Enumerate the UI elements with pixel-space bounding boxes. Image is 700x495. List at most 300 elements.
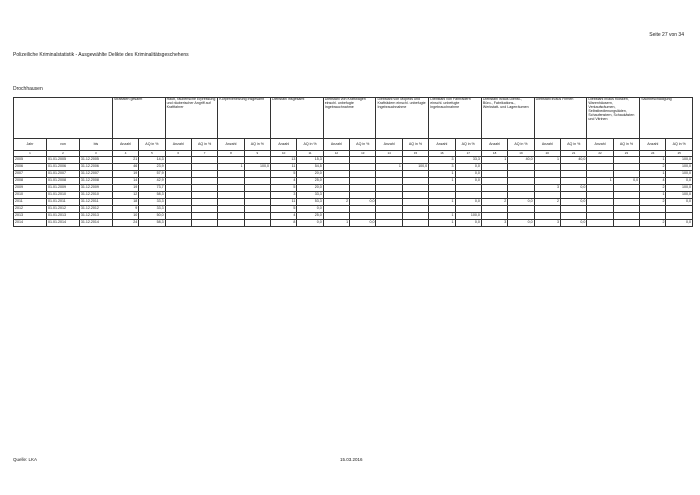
table-row bbox=[14, 199, 693, 206]
table-cell: 0,0 bbox=[455, 199, 481, 206]
row-from: 01.01.2008 bbox=[46, 178, 79, 185]
row-year: 2010 bbox=[14, 192, 47, 199]
table-cell: 12 bbox=[112, 192, 138, 199]
column-header: bis bbox=[79, 139, 112, 151]
table-cell bbox=[613, 213, 639, 220]
table-cell bbox=[587, 206, 613, 213]
row-from: 01.01.2013 bbox=[46, 213, 79, 220]
table-cell: 21 bbox=[112, 157, 138, 164]
column-number: 23 bbox=[613, 151, 639, 157]
row-year: 2009 bbox=[14, 185, 47, 192]
table-cell bbox=[561, 206, 587, 213]
table-cell bbox=[613, 199, 639, 206]
table-cell: 9 bbox=[112, 206, 138, 213]
table-cell: 0,0 bbox=[613, 178, 639, 185]
table-cell bbox=[191, 157, 217, 164]
table-cell bbox=[402, 213, 428, 220]
table-cell: 100,0 bbox=[666, 164, 693, 171]
table-cell: 0,0 bbox=[350, 199, 376, 206]
table-cell: 3 bbox=[534, 220, 560, 227]
table-cell bbox=[508, 213, 534, 220]
table-cell: 11 bbox=[271, 164, 297, 171]
table-cell bbox=[218, 192, 244, 199]
column-header: Anzahl bbox=[323, 139, 349, 151]
table-cell: 73,7 bbox=[139, 185, 165, 192]
table-cell: 0,0 bbox=[455, 171, 481, 178]
table-row bbox=[14, 157, 693, 164]
table-cell bbox=[218, 178, 244, 185]
table-cell: 1 bbox=[429, 213, 455, 220]
table-cell bbox=[218, 199, 244, 206]
table-cell bbox=[376, 213, 402, 220]
table-cell bbox=[561, 164, 587, 171]
table-cell bbox=[350, 157, 376, 164]
row-to: 31.12.2006 bbox=[79, 164, 112, 171]
table-cell bbox=[666, 206, 693, 213]
table-cell bbox=[376, 171, 402, 178]
print-date: 15.03.2016 bbox=[340, 457, 363, 462]
table-cell bbox=[508, 185, 534, 192]
row-year: 2005 bbox=[14, 157, 47, 164]
table-cell: 100,0 bbox=[666, 192, 693, 199]
row-from: 01.01.2014 bbox=[46, 220, 79, 227]
table-cell bbox=[481, 185, 507, 192]
table-cell: 100,0 bbox=[666, 157, 693, 164]
table-cell: 3 bbox=[429, 157, 455, 164]
table-cell bbox=[191, 178, 217, 185]
column-header: Anzahl bbox=[112, 139, 138, 151]
row-from: 01.01.2010 bbox=[46, 192, 79, 199]
group-header: Körperverletzung insgesamt bbox=[218, 98, 271, 139]
table-cell bbox=[508, 206, 534, 213]
table-cell: 57,9 bbox=[139, 171, 165, 178]
table-cell: 1 bbox=[429, 199, 455, 206]
column-header: von bbox=[46, 139, 79, 151]
table-cell: 33,3 bbox=[139, 199, 165, 206]
table-cell: 100,0 bbox=[402, 164, 428, 171]
table-cell bbox=[402, 192, 428, 199]
table-cell: 0,0 bbox=[455, 220, 481, 227]
table-cell bbox=[481, 206, 507, 213]
table-cell bbox=[429, 206, 455, 213]
table-cell: 40,0 bbox=[508, 157, 534, 164]
table-cell: 3 bbox=[534, 185, 560, 192]
table-cell bbox=[191, 192, 217, 199]
column-number: 16 bbox=[429, 151, 455, 157]
table-cell bbox=[508, 171, 534, 178]
table-cell bbox=[218, 185, 244, 192]
table-row bbox=[14, 164, 693, 171]
column-number: 6 bbox=[165, 151, 191, 157]
table-cell bbox=[244, 185, 270, 192]
table-cell bbox=[613, 164, 639, 171]
table-cell bbox=[534, 171, 560, 178]
column-number: 5 bbox=[139, 151, 165, 157]
group-header: Sachbeschädigung bbox=[640, 98, 693, 139]
table-cell: 4 bbox=[271, 178, 297, 185]
row-to: 31.12.2005 bbox=[79, 157, 112, 164]
table-cell: 2 bbox=[481, 199, 507, 206]
group-header: Diebstahl von Fahrrädern einschl. unbefugte Ingebrauchnahme bbox=[429, 98, 482, 139]
column-number: 22 bbox=[587, 151, 613, 157]
table-cell: 4 bbox=[271, 213, 297, 220]
table-cell bbox=[376, 157, 402, 164]
column-number: 10 bbox=[271, 151, 297, 157]
column-header: AQ in % bbox=[191, 139, 217, 151]
column-header: AQ in % bbox=[139, 139, 165, 151]
column-header: Anzahl bbox=[429, 139, 455, 151]
table-cell bbox=[481, 178, 507, 185]
table-cell bbox=[323, 164, 349, 171]
column-number: 24 bbox=[640, 151, 666, 157]
column-number: 21 bbox=[561, 151, 587, 157]
column-header: AQ in % bbox=[402, 139, 428, 151]
table-cell bbox=[323, 206, 349, 213]
table-cell bbox=[376, 220, 402, 227]
table-cell bbox=[244, 171, 270, 178]
group-header: Diebstahl von Kraftwagen einschl. unbefugte Ingebrauchnahme bbox=[323, 98, 376, 139]
table-cell: 46 bbox=[112, 164, 138, 171]
table-cell bbox=[534, 164, 560, 171]
table-cell bbox=[429, 192, 455, 199]
table-cell bbox=[191, 171, 217, 178]
page-number: Seite 27 von 34 bbox=[649, 32, 684, 38]
column-header: AQ in % bbox=[244, 139, 270, 151]
table-cell: 1 bbox=[640, 192, 666, 199]
table-cell bbox=[191, 185, 217, 192]
table-cell: 0,0 bbox=[561, 199, 587, 206]
table-cell: 13 bbox=[271, 157, 297, 164]
column-number: 4 bbox=[112, 151, 138, 157]
row-year: 2013 bbox=[14, 213, 47, 220]
table-cell: 1 bbox=[534, 157, 560, 164]
table-cell bbox=[613, 157, 639, 164]
table-cell bbox=[218, 220, 244, 227]
row-from: 01.01.2007 bbox=[46, 171, 79, 178]
table-cell: 0,0 bbox=[455, 164, 481, 171]
table-cell bbox=[323, 192, 349, 199]
column-header: AQ in % bbox=[350, 139, 376, 151]
group-header: Diebstahl in/aus Firmen bbox=[534, 98, 587, 139]
table-cell: 0,0 bbox=[508, 220, 534, 227]
table-cell: 14,3 bbox=[139, 157, 165, 164]
table-cell bbox=[376, 178, 402, 185]
table-cell bbox=[165, 199, 191, 206]
table-cell bbox=[561, 213, 587, 220]
table-cell bbox=[323, 213, 349, 220]
table-row bbox=[14, 171, 693, 178]
table-cell: 1 bbox=[429, 171, 455, 178]
table-cell bbox=[640, 213, 666, 220]
table-cell: 23,9 bbox=[139, 164, 165, 171]
column-number: 18 bbox=[481, 151, 507, 157]
table-cell: 1 bbox=[640, 171, 666, 178]
table-cell: 0,0 bbox=[297, 220, 323, 227]
table-cell bbox=[455, 192, 481, 199]
table-cell: 5 bbox=[271, 171, 297, 178]
column-header: Anzahl bbox=[376, 139, 402, 151]
table-cell bbox=[402, 206, 428, 213]
table-cell bbox=[191, 206, 217, 213]
table-cell bbox=[481, 213, 507, 220]
table-cell bbox=[613, 185, 639, 192]
table-cell bbox=[561, 171, 587, 178]
table-cell: 2 bbox=[640, 185, 666, 192]
column-header: Anzahl bbox=[640, 139, 666, 151]
row-to: 31.12.2014 bbox=[79, 220, 112, 227]
table-cell: 58,3 bbox=[139, 220, 165, 227]
row-to: 31.12.2010 bbox=[79, 192, 112, 199]
table-cell bbox=[244, 192, 270, 199]
group-header: Straftaten gesamt bbox=[112, 98, 165, 139]
table-cell: 42,9 bbox=[139, 178, 165, 185]
table-cell bbox=[165, 213, 191, 220]
table-cell bbox=[191, 220, 217, 227]
table-cell: 0,0 bbox=[561, 220, 587, 227]
row-year: 2012 bbox=[14, 206, 47, 213]
table-cell bbox=[640, 206, 666, 213]
table-cell bbox=[191, 213, 217, 220]
table-cell bbox=[165, 178, 191, 185]
table-cell: 2 bbox=[323, 199, 349, 206]
table-cell bbox=[165, 157, 191, 164]
row-from: 01.01.2009 bbox=[46, 185, 79, 192]
table-row bbox=[14, 220, 693, 227]
table-cell: 24 bbox=[112, 220, 138, 227]
municipality-name: Drochhausen bbox=[13, 86, 43, 92]
table-row bbox=[14, 178, 693, 185]
table-cell bbox=[218, 171, 244, 178]
row-year: 2011 bbox=[14, 199, 47, 206]
row-to: 31.12.2007 bbox=[79, 171, 112, 178]
table-cell bbox=[165, 164, 191, 171]
column-header: Jahr bbox=[14, 139, 47, 151]
row-to: 31.12.2009 bbox=[79, 185, 112, 192]
crime-statistics-table bbox=[13, 97, 693, 227]
table-cell: 0,0 bbox=[666, 178, 693, 185]
table-cell bbox=[350, 192, 376, 199]
column-number: 2 bbox=[46, 151, 79, 157]
table-cell bbox=[350, 213, 376, 220]
table-cell: 1 bbox=[323, 220, 349, 227]
table-cell: 0,0 bbox=[297, 206, 323, 213]
row-year: 2007 bbox=[14, 171, 47, 178]
header-blank bbox=[14, 98, 113, 139]
table-cell: 1 bbox=[429, 178, 455, 185]
table-row bbox=[14, 192, 693, 199]
table-cell bbox=[481, 192, 507, 199]
table-cell: 2 bbox=[640, 199, 666, 206]
table-cell bbox=[508, 192, 534, 199]
table-cell bbox=[587, 213, 613, 220]
table-cell bbox=[402, 171, 428, 178]
table-cell: 10 bbox=[112, 213, 138, 220]
table-cell: 33,3 bbox=[139, 206, 165, 213]
column-number: 7 bbox=[191, 151, 217, 157]
table-cell bbox=[350, 206, 376, 213]
table-cell bbox=[481, 171, 507, 178]
column-header: Anzahl bbox=[271, 139, 297, 151]
group-header: Diebstahl insgesamt bbox=[271, 98, 324, 139]
column-number: 14 bbox=[376, 151, 402, 157]
table-cell bbox=[613, 192, 639, 199]
table-cell: 100,0 bbox=[455, 213, 481, 220]
table-cell: 8 bbox=[271, 220, 297, 227]
table-cell bbox=[376, 206, 402, 213]
table-cell: 5 bbox=[271, 206, 297, 213]
group-header: Raub, räuberische Erpressung und räuberischer Angriff auf Kraftfahrer bbox=[165, 98, 218, 139]
table-cell bbox=[244, 206, 270, 213]
row-year: 2008 bbox=[14, 178, 47, 185]
row-to: 31.12.2013 bbox=[79, 213, 112, 220]
column-header: AQ in % bbox=[455, 139, 481, 151]
table-cell bbox=[402, 178, 428, 185]
table-cell bbox=[350, 164, 376, 171]
column-number: 11 bbox=[297, 151, 323, 157]
table-cell bbox=[323, 157, 349, 164]
column-header: AQ in % bbox=[297, 139, 323, 151]
row-from: 01.01.2006 bbox=[46, 164, 79, 171]
table-cell bbox=[244, 178, 270, 185]
column-number: 19 bbox=[508, 151, 534, 157]
table-cell bbox=[481, 164, 507, 171]
table-row bbox=[14, 206, 693, 213]
table-cell bbox=[587, 192, 613, 199]
table-cell bbox=[534, 206, 560, 213]
table-cell: 0,0 bbox=[350, 220, 376, 227]
column-number: 13 bbox=[350, 151, 376, 157]
table-cell bbox=[561, 178, 587, 185]
group-header: Diebstahl in/aus Kiosken, Warenhäusern, Verkaufsräumen, Selbstbedienungsläden, Schaufenstern, Schaukästen und Vitrinen bbox=[587, 98, 640, 139]
table-cell: 50,0 bbox=[139, 213, 165, 220]
table-cell bbox=[508, 178, 534, 185]
table-cell: 11 bbox=[271, 199, 297, 206]
table-cell bbox=[323, 171, 349, 178]
column-header: Anzahl bbox=[218, 139, 244, 151]
column-number: 20 bbox=[534, 151, 560, 157]
table-cell: 100,0 bbox=[244, 164, 270, 171]
table-cell bbox=[613, 171, 639, 178]
table-cell: 15,3 bbox=[297, 157, 323, 164]
table-cell bbox=[323, 185, 349, 192]
table-cell: 2 bbox=[640, 164, 666, 171]
column-number: 3 bbox=[79, 151, 112, 157]
table-cell bbox=[244, 157, 270, 164]
table-cell: 14 bbox=[112, 178, 138, 185]
table-cell bbox=[350, 171, 376, 178]
group-header: Diebstahl in/aus Dienst-, Büro-, Fabrikations-, Werkstatt- und Lagerräumen bbox=[481, 98, 534, 139]
table-cell: 1 bbox=[481, 157, 507, 164]
table-cell: 2 bbox=[534, 199, 560, 206]
table-cell: 20,0 bbox=[297, 171, 323, 178]
row-from: 01.01.2012 bbox=[46, 206, 79, 213]
column-number: 17 bbox=[455, 151, 481, 157]
table-cell: 100,0 bbox=[666, 171, 693, 178]
table-cell bbox=[165, 206, 191, 213]
table-cell: 1 bbox=[376, 164, 402, 171]
row-from: 01.01.2011 bbox=[46, 199, 79, 206]
table-cell: 3 bbox=[271, 192, 297, 199]
table-cell bbox=[376, 192, 402, 199]
column-header: Anzahl bbox=[481, 139, 507, 151]
table-cell bbox=[587, 157, 613, 164]
document-title: Polizeiliche Kriminalstatistik - Ausgewählte Delikte des Kriminalitätsgeschehens bbox=[13, 52, 189, 58]
row-year: 2014 bbox=[14, 220, 47, 227]
table-cell bbox=[402, 220, 428, 227]
table-cell: 1 bbox=[218, 164, 244, 171]
column-number: 9 bbox=[244, 151, 270, 157]
table-cell: 20,0 bbox=[297, 185, 323, 192]
row-to: 31.12.2011 bbox=[79, 199, 112, 206]
table-cell bbox=[191, 199, 217, 206]
row-year: 2006 bbox=[14, 164, 47, 171]
table-cell: 19 bbox=[112, 171, 138, 178]
column-number: 25 bbox=[666, 151, 693, 157]
table-cell: 0,0 bbox=[508, 199, 534, 206]
table-cell bbox=[534, 213, 560, 220]
table-cell bbox=[376, 199, 402, 206]
table-cell: 5 bbox=[271, 185, 297, 192]
column-header: Anzahl bbox=[587, 139, 613, 151]
table-cell bbox=[244, 213, 270, 220]
table-cell: 25,0 bbox=[297, 178, 323, 185]
table-cell bbox=[323, 178, 349, 185]
table-cell bbox=[402, 199, 428, 206]
table-cell bbox=[350, 185, 376, 192]
table-cell: 18 bbox=[112, 199, 138, 206]
table-row bbox=[14, 185, 693, 192]
column-header: AQ in % bbox=[613, 139, 639, 151]
table-cell bbox=[534, 178, 560, 185]
table-cell bbox=[402, 185, 428, 192]
table-cell bbox=[613, 206, 639, 213]
table-cell bbox=[587, 171, 613, 178]
table-cell: 40,0 bbox=[561, 157, 587, 164]
table-cell: 58,3 bbox=[139, 192, 165, 199]
table-cell: 19 bbox=[112, 185, 138, 192]
table-cell bbox=[402, 157, 428, 164]
table-cell bbox=[534, 192, 560, 199]
table-cell: 4 bbox=[640, 178, 666, 185]
table-cell: 1 bbox=[429, 220, 455, 227]
column-number: 15 bbox=[402, 151, 428, 157]
column-header: Anzahl bbox=[534, 139, 560, 151]
row-from: 01.01.2005 bbox=[46, 157, 79, 164]
table-cell bbox=[613, 220, 639, 227]
table-cell bbox=[218, 157, 244, 164]
row-to: 31.12.2008 bbox=[79, 178, 112, 185]
column-header: Anzahl bbox=[165, 139, 191, 151]
group-header: Diebstahl von Mopeds und Krafträdern einschl. unbefugte Ingebrauchnahme bbox=[376, 98, 429, 139]
table-cell bbox=[587, 220, 613, 227]
table-cell bbox=[455, 206, 481, 213]
table-cell bbox=[508, 164, 534, 171]
table-cell bbox=[350, 178, 376, 185]
column-header: AQ in % bbox=[666, 139, 693, 151]
table-cell: 0,0 bbox=[455, 178, 481, 185]
table-cell: 0,0 bbox=[561, 185, 587, 192]
table-cell bbox=[429, 185, 455, 192]
table-cell: 3 bbox=[429, 164, 455, 171]
table-cell: 33,3 bbox=[297, 192, 323, 199]
table-cell bbox=[376, 185, 402, 192]
table-cell: 100,0 bbox=[666, 185, 693, 192]
table-cell: 33,3 bbox=[455, 157, 481, 164]
table-cell bbox=[455, 185, 481, 192]
table-cell bbox=[587, 164, 613, 171]
table-cell bbox=[218, 213, 244, 220]
table-cell bbox=[191, 164, 217, 171]
